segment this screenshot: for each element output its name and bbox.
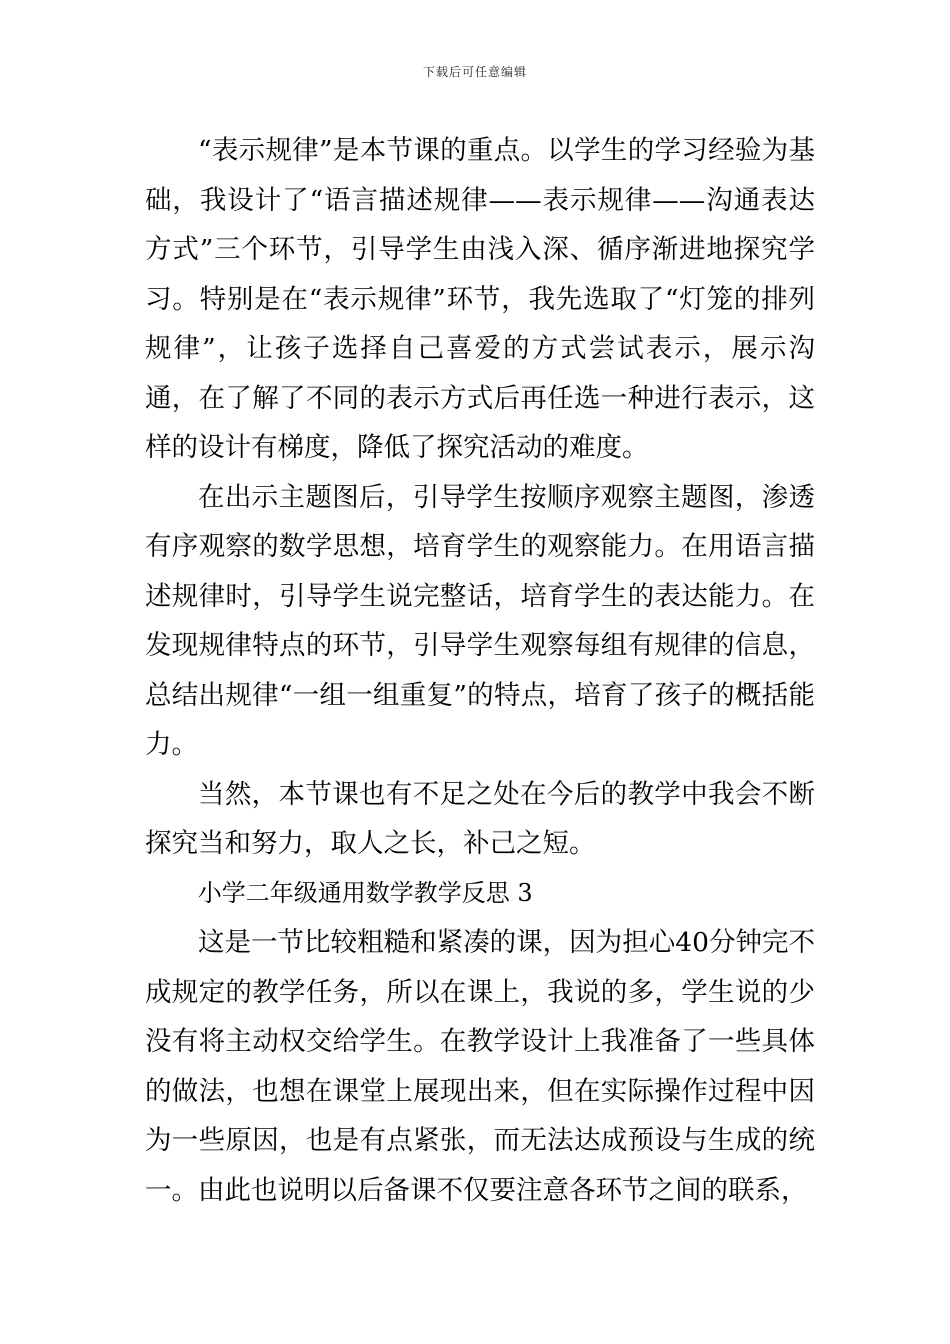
paragraph-3: 当然，本节课也有不足之处在今后的教学中我会不断探究当和努力，取人之长，补己之短。 bbox=[145, 778, 815, 859]
document-body bbox=[145, 126, 815, 1215]
section-heading: 小学二年级通用数学教学反思 3 bbox=[197, 878, 533, 907]
page-header: 下载后可任意编辑 bbox=[422, 65, 527, 79]
paragraph-1: “表示规律”是本节课的重点。以学生的学习经验为基础，我设计了“语言描述规律——表示规律——沟通表达方式”三个环节，引导学生由浅入深、循序渐进地探究学习。特别是在“表示规律”环节，我先选取了“灯笼的排列规律”，让孩子选择自己喜爱的方式尝试表示，展示沟通，在了解了不同的表示方式后再任选一种进行表示，这样的设计有梯度，降低了探究活动的难度。 bbox=[145, 135, 815, 463]
paragraph-4: 这是一节比较粗糙和紧凑的课，因为担心40分钟完不成规定的教学任务，所以在课上，我说的多，学生说的少没有将主动权交给学生。在教学设计上我准备了一些具体的做法，也想在课堂上展现出来，但在实际操作过程中因为一些原因，也是有点紧张，而无法达成预设与生成的统一。由此也说明以后备课不仅要注意各环节之间的联系， bbox=[145, 927, 815, 1206]
paragraph-2: 在出示主题图后，引导学生按顺序观察主题图，渗透有序观察的数学思想，培育学生的观察能力。在用语言描述规律时，引导学生说完整话，培育学生的表达能力。在发现规律特点的环节，引导学生观察每组有规律的信息，总结出规律“一组一组重复”的特点，培育了孩子的概括能力。 bbox=[145, 481, 815, 760]
